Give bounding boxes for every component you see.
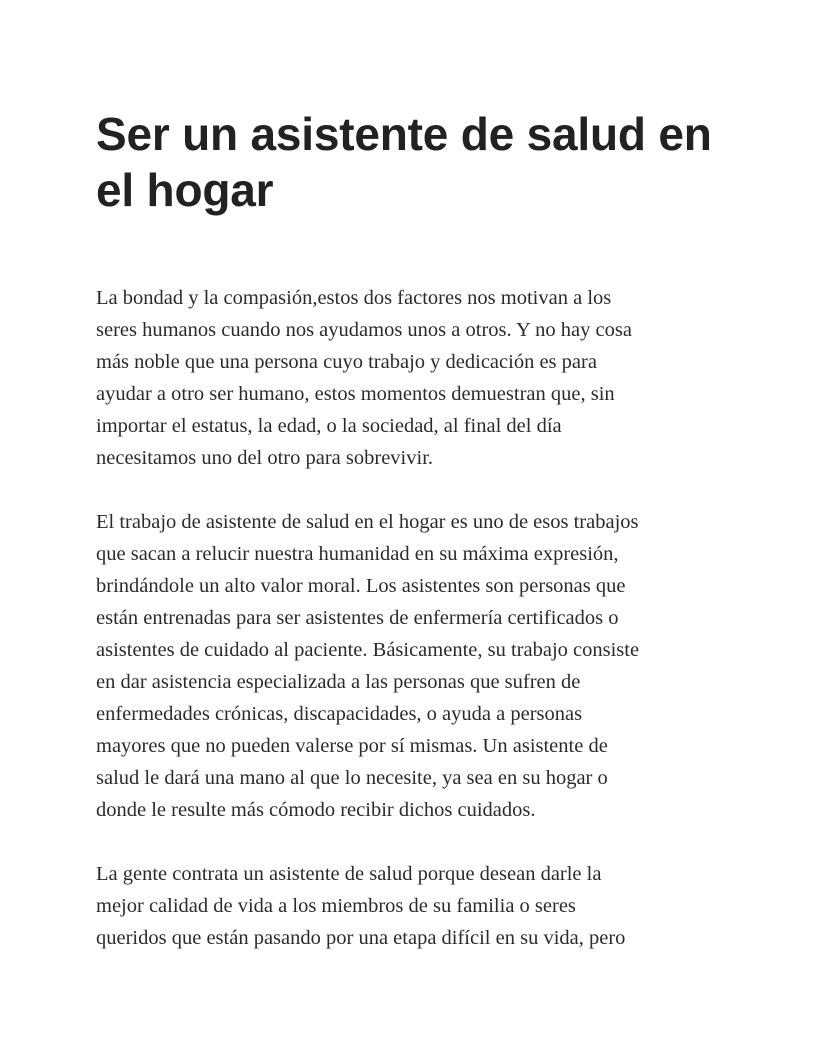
text-line: asistentes de cuidado al paciente. Básicamente, su trabajo consiste <box>96 639 640 661</box>
page-title <box>96 106 724 218</box>
text-line: más noble que una persona cuyo trabajo y dedicación es para <box>96 351 597 373</box>
paragraph-1 <box>96 282 724 474</box>
text-line: en dar asistencia especializada a las personas que sufren de <box>96 671 581 693</box>
text-line: están entrenadas para ser asistentes de enfermería certificados o <box>96 607 619 629</box>
text-line: donde le resulte más cómodo recibir dichos cuidados. <box>96 799 536 821</box>
title-line: el hogar <box>96 164 274 216</box>
paragraph-2 <box>96 506 724 826</box>
text-line: mejor calidad de vida a los miembros de su familia o seres <box>96 895 576 917</box>
text-line: La bondad y la compasión,estos dos factores nos motivan a los <box>96 287 612 309</box>
text-line: El trabajo de asistente de salud en el hogar es uno de esos trabajos <box>96 511 639 533</box>
text-line: enfermedades crónicas, discapacidades, o ayuda a personas <box>96 703 583 725</box>
paragraph-3 <box>96 858 724 954</box>
text-line: necesitamos uno del otro para sobrevivir. <box>96 447 434 469</box>
title-line: Ser un asistente de salud en <box>96 108 712 160</box>
text-line: queridos que están pasando por una etapa difícil en su vida, pero <box>96 927 626 949</box>
text-line: importar el estatus, la edad, o la sociedad, al final del día <box>96 415 562 437</box>
text-line: salud le dará una mano al que lo necesite, ya sea en su hogar o <box>96 767 608 789</box>
text-line: mayores que no pueden valerse por sí mismas. Un asistente de <box>96 735 608 757</box>
text-line: seres humanos cuando nos ayudamos unos a otros. Y no hay cosa <box>96 319 632 341</box>
document-page <box>96 106 724 954</box>
text-line: ayudar a otro ser humano, estos momentos demuestran que, sin <box>96 383 615 405</box>
text-line: brindándole un alto valor moral. Los asistentes son personas que <box>96 575 626 597</box>
text-line: que sacan a relucir nuestra humanidad en su máxima expresión, <box>96 543 619 565</box>
text-line: La gente contrata un asistente de salud porque desean darle la <box>96 863 602 885</box>
